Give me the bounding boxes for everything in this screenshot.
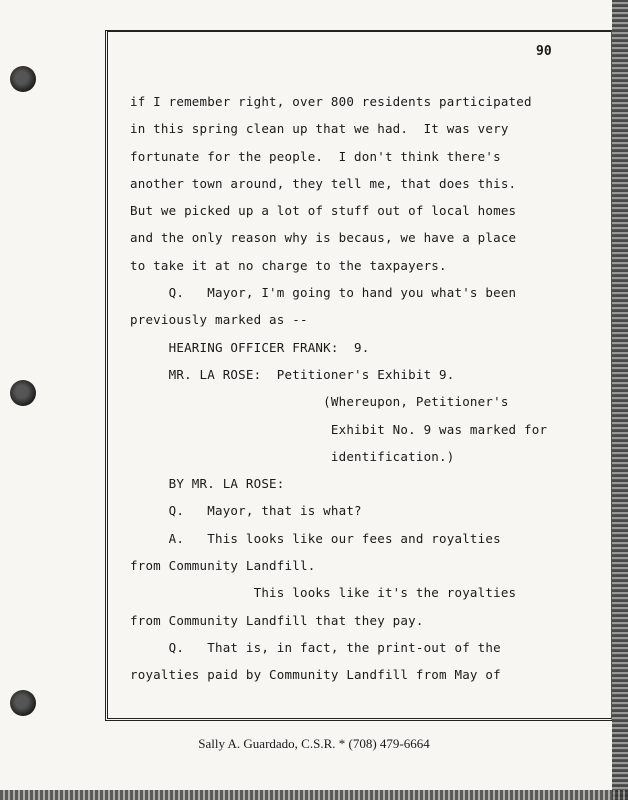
transcript-line: another town around, they tell me, that does this. bbox=[130, 175, 517, 191]
transcript-line: Exhibit No. 9 was marked for bbox=[130, 421, 548, 437]
transcript-line: in this spring clean up that we had. It was very bbox=[130, 121, 509, 137]
transcript-line: (Whereupon, Petitioner's bbox=[130, 394, 509, 410]
transcript-line: Q. Mayor, that is what? bbox=[130, 503, 362, 519]
transcript-line: if I remember right, over 800 residents participated bbox=[130, 94, 532, 109]
transcript-body bbox=[130, 88, 590, 689]
transcript-line: royalties paid by Community Landfill from May of bbox=[130, 667, 501, 683]
transcript-line: But we picked up a lot of stuff out of local homes bbox=[130, 203, 517, 219]
transcript-line: fortunate for the people. I don't think there's bbox=[130, 148, 501, 164]
binder-hole-icon bbox=[10, 380, 36, 406]
transcript-line: HEARING OFFICER FRANK: 9. bbox=[130, 339, 370, 355]
binder-hole-icon bbox=[10, 66, 36, 92]
transcript-line: previously marked as -- bbox=[130, 312, 308, 328]
transcript-line: BY MR. LA ROSE: bbox=[130, 476, 285, 492]
transcript-line: Q. That is, in fact, the print-out of the bbox=[130, 639, 501, 655]
scan-edge-bottom bbox=[0, 790, 628, 800]
scan-edge-right bbox=[612, 0, 628, 800]
transcript-line: Q. Mayor, I'm going to hand you what's been bbox=[130, 285, 517, 301]
transcript-line: This looks like it's the royalties bbox=[130, 585, 517, 601]
transcript-line: MR. LA ROSE: Petitioner's Exhibit 9. bbox=[130, 366, 455, 382]
reporter-footer: Sally A. Guardado, C.S.R. * (708) 479-6664 bbox=[198, 736, 430, 751]
transcript-line: to take it at no charge to the taxpayers. bbox=[130, 257, 447, 273]
transcript-line: A. This looks like our fees and royalties bbox=[130, 530, 501, 546]
transcript-line: identification.) bbox=[130, 448, 455, 464]
transcript-line: from Community Landfill. bbox=[130, 558, 316, 574]
binder-hole-icon bbox=[10, 690, 36, 716]
page-number: 90 bbox=[536, 44, 552, 59]
transcript-line: from Community Landfill that they pay. bbox=[130, 612, 424, 628]
transcript-line: and the only reason why is becaus, we have a place bbox=[130, 230, 517, 246]
